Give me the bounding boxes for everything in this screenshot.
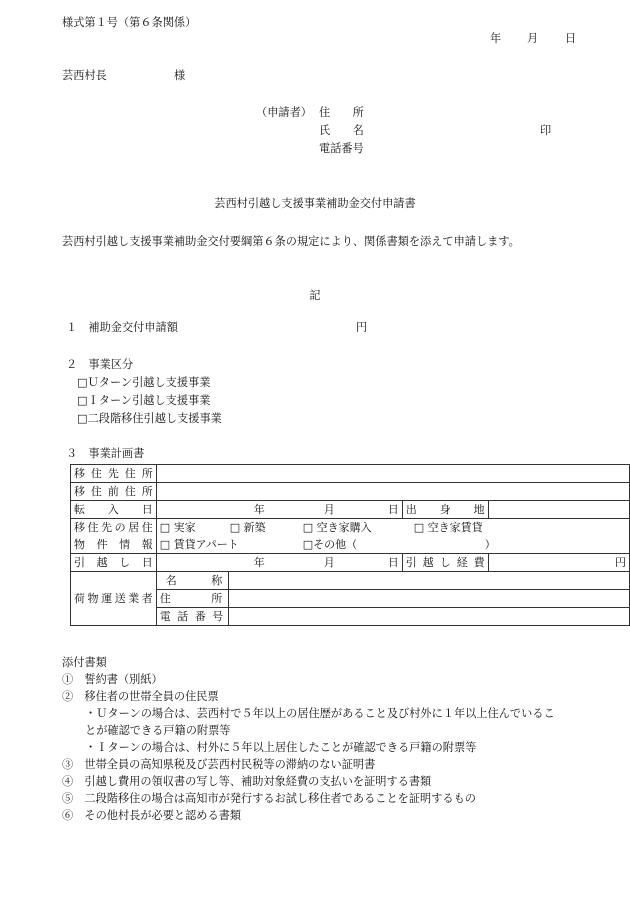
- prev-address-field[interactable]: [156, 483, 629, 501]
- applicant-phone-label: 電話番号: [319, 142, 364, 155]
- addressee-honorific: 様: [174, 69, 186, 82]
- prev-address-label: 移住前住所: [71, 483, 157, 501]
- attachment-subitem: とが確認できる戸籍の附票等: [85, 724, 231, 737]
- residence-option-new-build[interactable]: □ 新築: [229, 520, 266, 534]
- business-option-u-turn[interactable]: □Ｕターン引越し支援事業: [77, 376, 211, 389]
- move-in-day: 日: [387, 502, 399, 516]
- mover-address-label: 住所: [156, 590, 228, 608]
- move-in-date-label: 転入日: [71, 501, 157, 519]
- form-number: 様式第１号（第６条関係）: [62, 16, 197, 29]
- residence-option-vacant-rental[interactable]: □ 空き家賃貸: [413, 520, 483, 534]
- table-row: [71, 554, 630, 572]
- mover-name-label: 名称: [156, 572, 228, 590]
- table-row: [71, 501, 630, 519]
- moving-date-field[interactable]: [156, 554, 402, 572]
- residence-other-close-paren: ）: [484, 537, 496, 551]
- attachment-subitem: ・Ｉターンの場合は、村外に５年以上居住したことが確認できる戸籍の附票等: [85, 741, 477, 754]
- attachment-item: ② 移住者の世帯全員の住民票: [62, 690, 219, 703]
- section1-unit: 円: [356, 321, 368, 334]
- moving-cost-field[interactable]: [488, 554, 629, 572]
- addressee-name: 芸西村長: [62, 69, 107, 82]
- attachment-subitem: ・Ｕターンの場合は、芸西村で５年以上の居住歴があること及び村外に１年以上住んでいるこ: [85, 707, 555, 720]
- residence-option-vacant-purchase[interactable]: □ 空き家購入: [302, 520, 372, 534]
- mover-label: 荷物運送業者: [71, 572, 157, 626]
- business-option-i-turn[interactable]: □Ｉターン引越し支援事業: [77, 394, 211, 407]
- section1-label: １ 補助金交付申請額: [66, 321, 178, 334]
- residence-option-family-home[interactable]: □ 実家: [159, 520, 196, 534]
- date-month: 月: [527, 32, 539, 45]
- move-in-date-field[interactable]: [156, 501, 402, 519]
- attachment-item: ③ 世帯全員の高知県税及び芸西村民税等の滞納のない証明書: [62, 758, 376, 771]
- table-row: [71, 519, 630, 537]
- attachment-item: ⑤ 二段階移住の場合は高知市が発行するお試し移住者であることを証明するもの: [62, 792, 476, 805]
- date-day: 日: [565, 32, 577, 45]
- table-row: [71, 572, 630, 590]
- move-in-year: 年: [253, 502, 265, 516]
- residence-option-other[interactable]: □その他（: [302, 537, 358, 551]
- business-option-two-stage[interactable]: □二段階移住引越し支援事業: [77, 412, 222, 425]
- attachment-item: ⑥ その他村長が必要と認める書類: [62, 809, 242, 822]
- dest-address-field[interactable]: [156, 465, 629, 483]
- mover-phone-label: 電話番号: [156, 608, 228, 626]
- document-title: 芸西村引越し支援事業補助金交付申請書: [214, 197, 416, 210]
- attachment-item: ① 誓約書（別紙）: [62, 673, 163, 686]
- move-in-month: 月: [323, 502, 335, 516]
- birthplace-label: 出身地: [402, 501, 488, 519]
- mover-name-field[interactable]: [229, 572, 630, 590]
- attachments-heading: 添付書類: [62, 656, 107, 669]
- residence-options-row-1: [156, 519, 629, 537]
- table-row: [71, 483, 630, 501]
- dest-address-label: 移住先住所: [71, 465, 157, 483]
- table-row: [71, 536, 630, 554]
- mover-address-field[interactable]: [229, 590, 630, 608]
- applicant-prefix: （申請者）: [256, 106, 312, 119]
- applicant-address-label: 住 所: [319, 106, 364, 119]
- section2-label: ２ 事業区分: [66, 358, 134, 371]
- moving-year: 年: [253, 555, 265, 569]
- business-plan-table: [70, 464, 630, 626]
- ki-heading: 記: [309, 289, 321, 302]
- moving-cost-label: 引越し経費: [402, 554, 488, 572]
- section3-label: ３ 事業計画書: [66, 447, 145, 460]
- table-row: [71, 465, 630, 483]
- residence-options-row-2: [156, 536, 629, 554]
- body-text: 芸西村引越し支援事業補助金交付要綱第６条の規定により、関係書類を添えて申請します。: [62, 235, 520, 248]
- moving-cost-unit: 円: [615, 555, 626, 569]
- residence-info-label-2: 物件情報: [71, 536, 157, 554]
- attachment-item: ④ 引越し費用の領収書の写し等、補助対象経費の支払いを証明する書類: [62, 775, 432, 788]
- residence-option-rental-apartment[interactable]: □ 賃貸アパート: [159, 537, 239, 551]
- residence-info-label-1: 移住先の居住: [71, 519, 157, 537]
- moving-day: 日: [387, 555, 399, 569]
- moving-date-label: 引越し日: [71, 554, 157, 572]
- seal-mark: 印: [540, 124, 552, 137]
- mover-phone-field[interactable]: [229, 608, 630, 626]
- birthplace-field[interactable]: [488, 501, 629, 519]
- applicant-name-label: 氏 名: [319, 124, 364, 137]
- moving-month: 月: [323, 555, 335, 569]
- date-year: 年: [490, 32, 502, 45]
